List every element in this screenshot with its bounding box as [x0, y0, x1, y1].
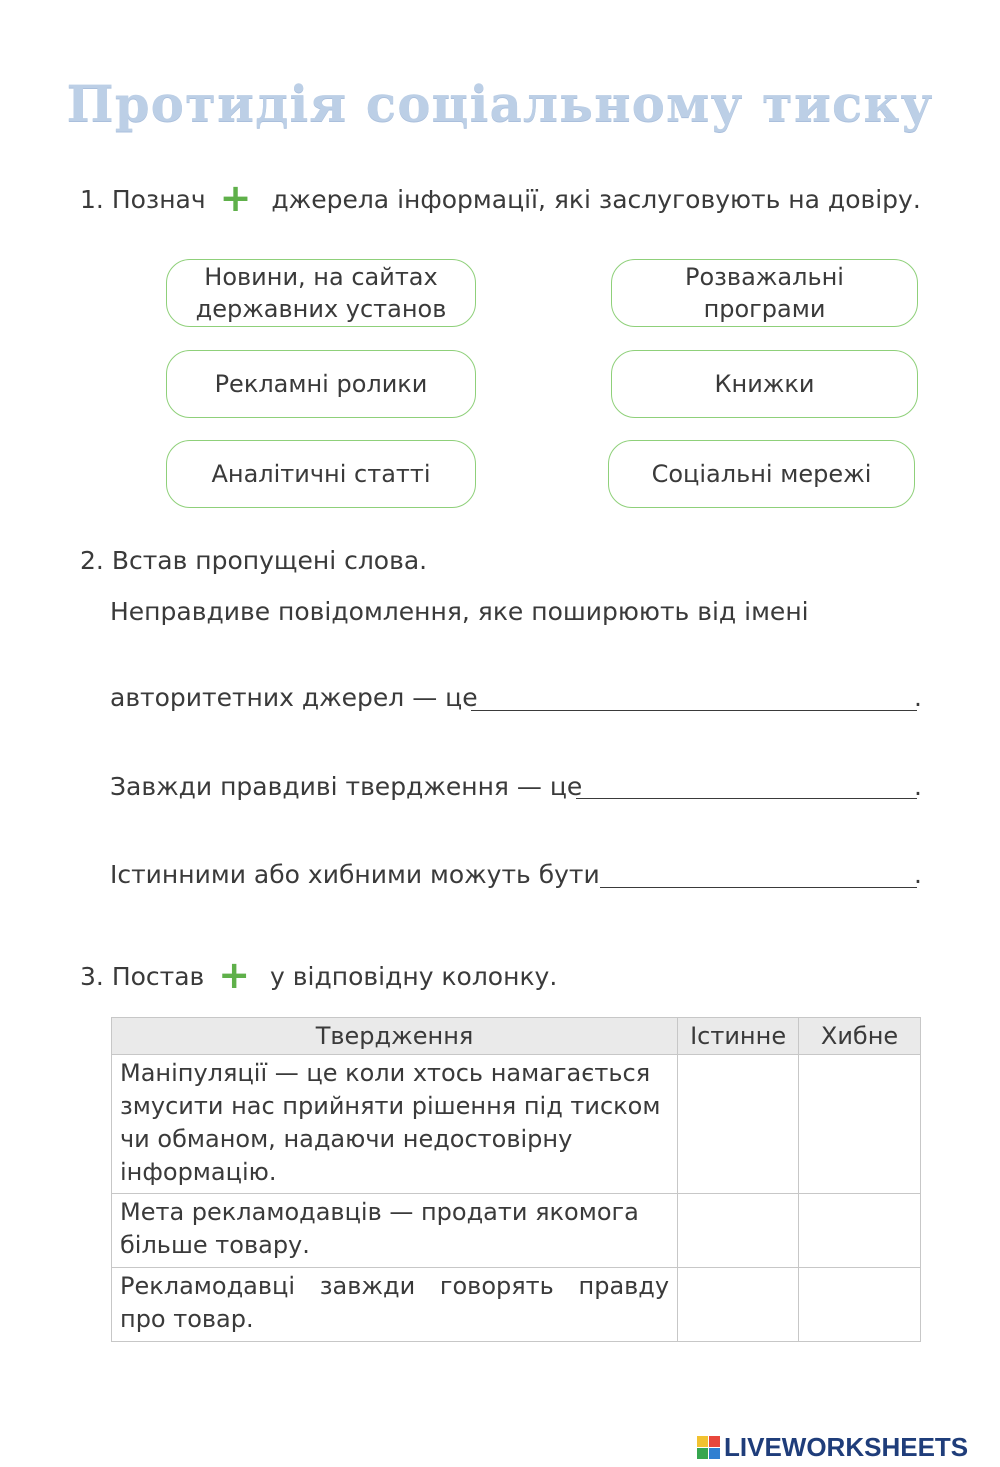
question-2-number: 2. [80, 546, 104, 575]
question-3 [80, 953, 558, 997]
question-1-text-after: джерела інформації, які заслуговують на довіру. [271, 185, 921, 214]
plus-icon: + [219, 176, 252, 220]
column-header-true: Істинне [678, 1018, 799, 1055]
option-label: Розважальні програми [685, 263, 844, 323]
plus-icon: + [218, 953, 251, 997]
period: . [914, 772, 922, 801]
sentence-2: Завжди правдиві твердження — це [110, 772, 583, 801]
blank-input-2[interactable] [576, 770, 917, 799]
table-row [112, 1268, 921, 1342]
true-cell[interactable] [678, 1055, 799, 1194]
table-row [112, 1194, 921, 1268]
true-cell[interactable] [678, 1268, 799, 1342]
sentence-3: Істинними або хибними можуть бути [110, 860, 600, 889]
question-1 [80, 176, 921, 220]
liveworksheets-logo-icon [697, 1436, 720, 1459]
false-cell[interactable] [799, 1268, 921, 1342]
period: . [914, 860, 922, 889]
option-entertainment[interactable] [611, 259, 918, 327]
question-2-heading: Встав пропущені слова. [111, 546, 428, 575]
option-books[interactable] [611, 350, 918, 418]
true-false-table [111, 1017, 921, 1342]
page-title: Протидія соціальному тиску [66, 74, 934, 133]
column-header-statement: Твердження [112, 1018, 678, 1055]
period: . [914, 683, 922, 712]
statement-cell: Рекламодавці завжди говорять правду про товар. [112, 1268, 678, 1342]
false-cell[interactable] [799, 1055, 921, 1194]
option-label: Рекламні ролики [214, 370, 428, 398]
blank-input-1[interactable] [471, 682, 917, 711]
statement-cell: Маніпуляції — це коли хтось намагається змусити нас прийняти рішення під тиском чи обманом, надаючи недостовірну інформацію. [112, 1055, 678, 1194]
question-1-text-before: Познач [111, 185, 206, 214]
sentence-1-part-1: Неправдиве повідомлення, яке поширюють від імені [110, 597, 809, 626]
false-cell[interactable] [799, 1194, 921, 1268]
option-label: Книжки [714, 370, 815, 398]
statement-cell: Мета рекламодавців — продати якомога більше товару. [112, 1194, 678, 1268]
question-1-number: 1. [80, 185, 104, 214]
option-label: Аналітичні статті [211, 460, 431, 488]
option-government-news[interactable] [166, 259, 476, 327]
question-3-text-after: у відповідну колонку. [270, 962, 558, 991]
question-3-text-before: Постав [111, 962, 205, 991]
option-label: Соціальні мережі [651, 460, 872, 488]
logo-text: LIVEWORKSHEETS [724, 1431, 969, 1462]
column-header-false: Хибне [799, 1018, 921, 1055]
sentence-1-part-2: авторитетних джерел — це [110, 683, 478, 712]
option-analytics[interactable] [166, 440, 476, 508]
question-3-number: 3. [80, 962, 104, 991]
liveworksheets-logo[interactable] [697, 1430, 968, 1464]
table-header-row [112, 1018, 921, 1055]
question-2 [80, 546, 427, 575]
option-ads[interactable] [166, 350, 476, 418]
table-row [112, 1055, 921, 1194]
blank-input-3[interactable] [600, 859, 917, 888]
option-social-networks[interactable] [608, 440, 915, 508]
true-cell[interactable] [678, 1194, 799, 1268]
option-label: Новини, на сайтах державних установ [195, 263, 447, 323]
